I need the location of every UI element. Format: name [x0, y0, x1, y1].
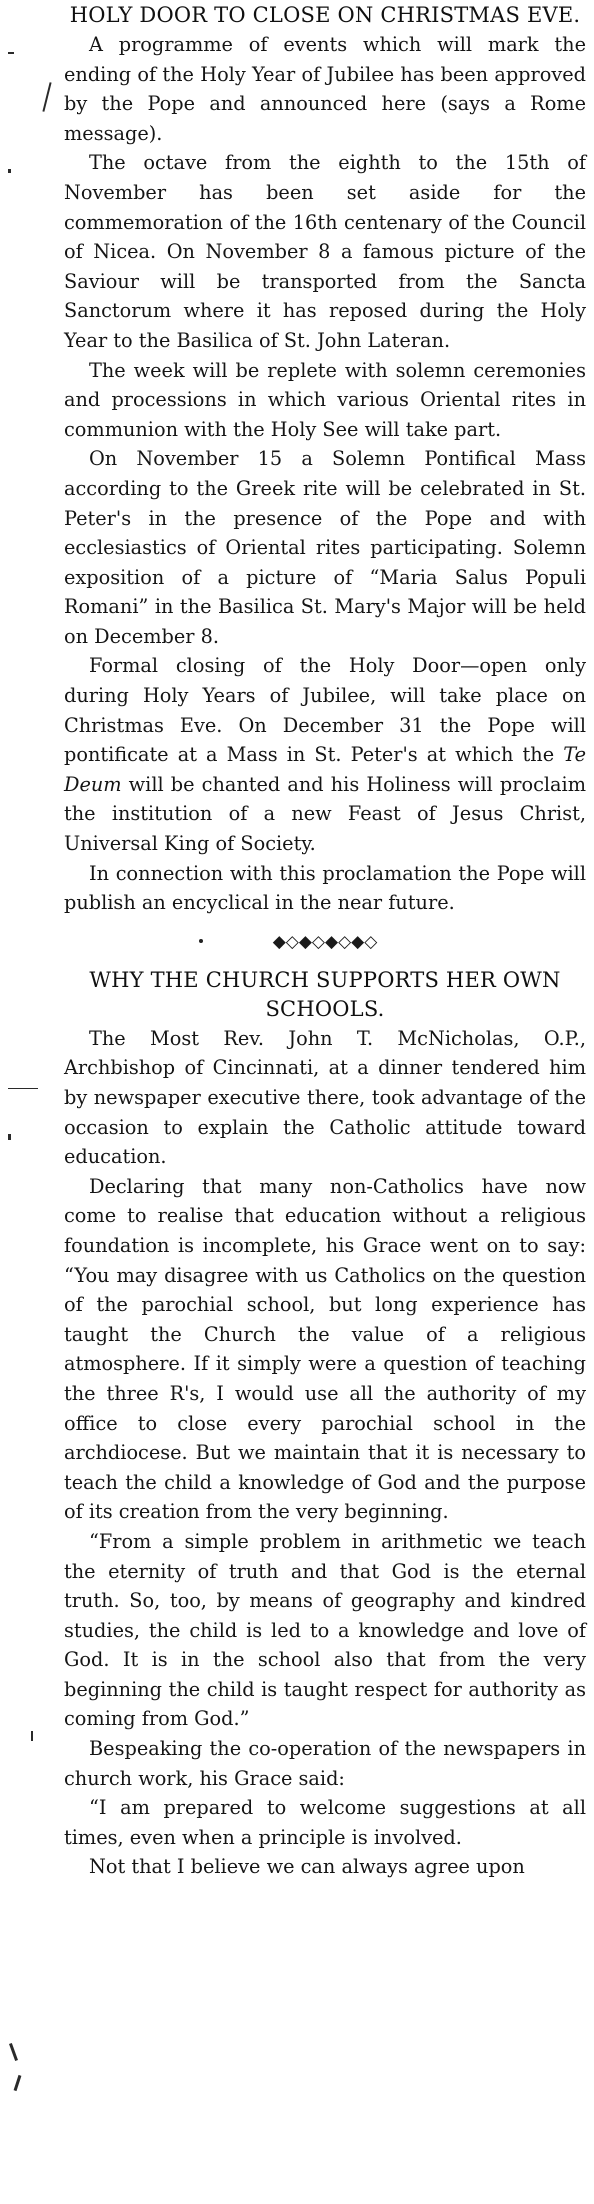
margin-mark [8, 52, 14, 54]
article-paragraph: The Most Rev. John T. McNicholas, O.P., Archbishop of Cincinnati, at a dinner tendered him by newspaper executive there, took advantage of the occasion to explain the Catholic attitude toward education. [64, 1026, 586, 1169]
article-paragraph: Declaring that many non-Catholics have now come to realise that education without a religious foundation is incomplete, his Grace went on to say: “You may disagree with us Catholics on the question of the parochial school, but long experience has taught the Church the value of a religious atmosphere. If it simply were a question of teaching the three R's, I would use all the authority of my office to close every parochial school in the archdiocese. But we maintain that it is necessary to teach the child a knowledge of God and the purpose of its creation from the very beginning. [64, 1174, 586, 1524]
article-paragraph: “I am prepared to welcome suggestions at all times, even when a principle is involved. [64, 1796, 586, 1849]
margin-mark [8, 1088, 38, 1089]
margin-mark [8, 1134, 11, 1140]
paragraph-text: Formal closing of the Holy Door—open only during Holy Years of Jubilee, will take place on Christmas Eve. On December 31 the Pope will pontificate at a Mass in St. Peter's at which the [64, 654, 586, 767]
article-paragraph: Bespeaking the co-operation of the newspapers in church work, his Grace said: [64, 1737, 586, 1790]
section-divider [64, 918, 586, 966]
paragraph-text: will be chanted and his Holiness will proclaim the institution of a new Feast of Jesus Christ, Universal King of Society. [64, 772, 586, 856]
article-paragraph: In connection with this proclamation the Pope will publish an encyclical in the near future. [64, 861, 586, 915]
article-paragraph: The octave from the eighth to the 15th of November has been set aside for the commemoration of the 16th centenary of the Council of Nicea. On November 8 a famous picture of the Saviour will be transported from the Sancta Sanctorum where it has reposed during the Holy Year to the Basilica of St. John Lateran. [64, 151, 586, 352]
divider-dot [199, 939, 203, 943]
article-paragraph: On November 15 a Solemn Pontifical Mass according to the Greek rite will be celebrated in St. Peter's in the presence of the Pope and with ecclesiastics of Oriental rites participating. Solemn exposition of a picture of “Maria Salus Populi Romani” in the Basilica St. Mary's Major will be held on December 8. [64, 447, 586, 648]
article-paragraph: “From a simple problem in arithmetic we teach the eternity of truth and that God is the eternal truth. So, too, by means of geography and kindred studies, the child is led to a knowledge and love of God. It is in the school also that from the very beginning the child is taught respect for authority as coming from God.” [64, 1529, 586, 1731]
margin-mark [14, 2075, 22, 2091]
article-holy-door [64, 0, 586, 918]
margin-mark [31, 1731, 33, 1741]
margin-mark [9, 2043, 18, 2061]
latin-phrase: Te Deum [64, 743, 586, 796]
divider-ornament: ◆◇◆◇◆◇◆◇ [272, 931, 378, 952]
article-paragraph: The week will be replete with solemn ceremonies and processions in which various Oriental rites in communion with the Holy See will take part. [64, 358, 586, 441]
article-paragraph [64, 651, 586, 858]
margin-mark [8, 169, 11, 173]
article-paragraph: A programme of events which will mark the ending of the Holy Year of Jubilee has been approved by the Pope and announced here (says a Rome message). [64, 33, 586, 145]
margin-mark [42, 82, 51, 112]
article-column [64, 0, 586, 1882]
article-headline: WHY THE CHURCH SUPPORTS HER OWN SCHOOLS. [89, 967, 561, 1021]
article-church-schools [64, 966, 586, 1882]
article-paragraph: Not that I believe we can always agree upon [89, 1855, 525, 1879]
article-headline: HOLY DOOR TO CLOSE ON CHRISTMAS EVE. [69, 3, 581, 27]
